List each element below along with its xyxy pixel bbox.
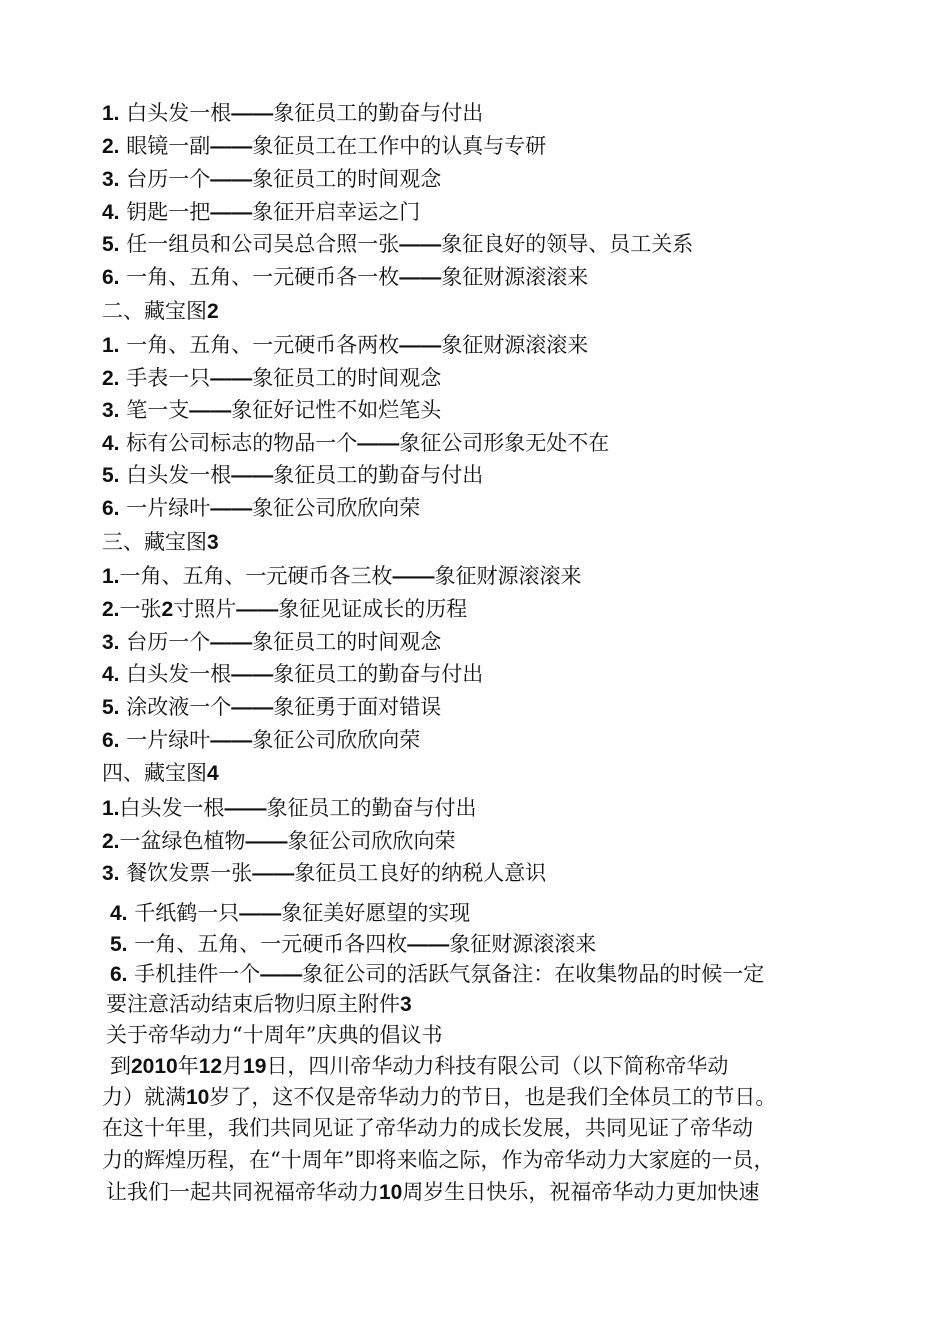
text-line: 5. 涂改液一个——象征勇于面对错误 <box>102 695 442 719</box>
text-line: 4. 钥匙一把——象征开启幸运之门 <box>102 200 421 224</box>
text-line: 4. 白头发一根——象征员工的勤奋与付出 <box>102 662 484 686</box>
text-line: 3. 餐饮发票一张——象征员工良好的纳税人意识 <box>102 861 547 885</box>
text-line: 3. 台历一个——象征员工的时间观念 <box>102 167 442 191</box>
paragraph-line: 力）就满10岁了，这不仅是帝华动力的节日，也是我们全体员工的节日。 <box>102 1085 777 1109</box>
text-line: 2.一盆绿色植物——象征公司欣欣向荣 <box>102 829 456 853</box>
text-line: 1. 白头发一根——象征员工的勤奋与付出 <box>102 101 484 125</box>
text-line: 1. 一角、五角、一元硬币各两枚——象征财源滚滚来 <box>102 333 589 357</box>
text-line: 1.一角、五角、一元硬币各三枚——象征财源滚滚来 <box>102 564 582 588</box>
text-line: 3. 笔一支——象征好记性不如烂笔头 <box>102 398 442 422</box>
paragraph-line: 到2010年12月19日，四川帝华动力科技有限公司（以下简称帝华动 <box>110 1054 729 1078</box>
text-line: 6. 手机挂件一个——象征公司的活跃气氛备注：在收集物品的时候一定 <box>110 962 765 986</box>
text-line: 2.一张2寸照片——象征见证成长的历程 <box>102 597 468 621</box>
text-line: 5. 白头发一根——象征员工的勤奋与付出 <box>102 463 484 487</box>
text-line: 1.白头发一根——象征员工的勤奋与付出 <box>102 796 477 820</box>
text-line: 3. 台历一个——象征员工的时间观念 <box>102 630 442 654</box>
document-title: 关于帝华动力“十周年”庆典的倡议书 <box>106 1023 443 1047</box>
paragraph-line: 力的辉煌历程，在“十周年”即将来临之际，作为帝华动力大家庭的一员， <box>102 1148 775 1172</box>
section-heading: 二、藏宝图2 <box>102 299 219 323</box>
text-line: 4. 千纸鹤一只——象征美好愿望的实现 <box>110 901 471 925</box>
paragraph-line: 在这十年里，我们共同见证了帝华动力的成长发展，共同见证了帝华动 <box>102 1116 753 1140</box>
text-line: 6. 一角、五角、一元硬币各一枚——象征财源滚滚来 <box>102 265 589 289</box>
text-line: 5. 一角、五角、一元硬币各四枚——象征财源滚滚来 <box>110 932 597 956</box>
text-line: 4. 标有公司标志的物品一个——象征公司形象无处不在 <box>102 431 610 455</box>
text-line: 2. 手表一只——象征员工的时间观念 <box>102 366 442 390</box>
section-heading: 四、藏宝图4 <box>102 761 219 785</box>
text-line: 2. 眼镜一副——象征员工在工作中的认真与专研 <box>102 134 547 158</box>
text-line: 5. 任一组员和公司吴总合照一张——象征良好的领导、员工关系 <box>102 232 694 256</box>
text-line: 要注意活动结束后物归原主附件3 <box>106 992 412 1016</box>
section-heading: 三、藏宝图3 <box>102 530 219 554</box>
paragraph-line: 让我们一起共同祝福帝华动力10周岁生日快乐，祝福帝华动力更加快速 <box>106 1180 760 1204</box>
text-line: 6. 一片绿叶——象征公司欣欣向荣 <box>102 728 421 752</box>
text-line: 6. 一片绿叶——象征公司欣欣向荣 <box>102 496 421 520</box>
